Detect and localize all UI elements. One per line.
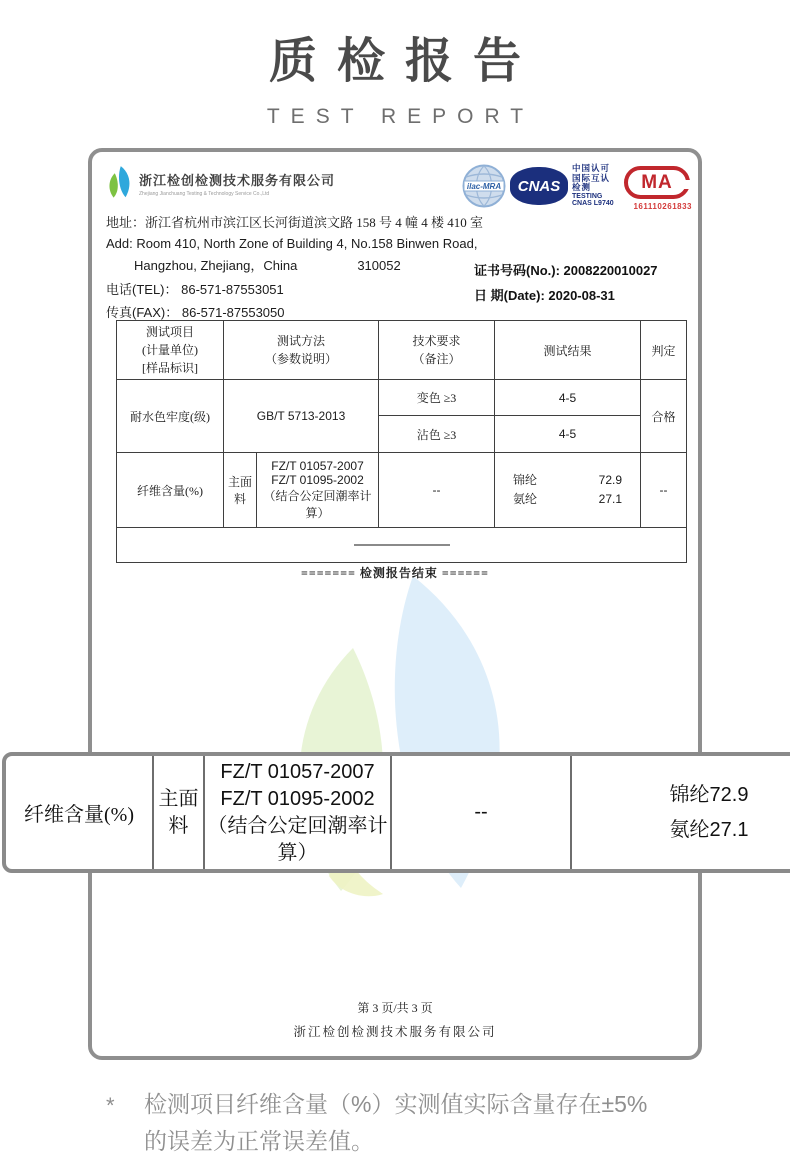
- page-title: 质检报告: [268, 35, 541, 88]
- company-logo-leaf-icon: [104, 164, 134, 200]
- cell-requirement-none: --: [379, 453, 495, 528]
- header-line: 技术要求: [412, 334, 461, 348]
- callout-fiber-name: 锦纶: [669, 783, 710, 806]
- cell-item-colorfastness: 耐水色牢度(级): [117, 380, 224, 453]
- accreditation-line: TESTING: [572, 192, 603, 200]
- cell-empty: [117, 528, 687, 563]
- table-header-row: [117, 321, 687, 380]
- table-row-empty: [117, 528, 687, 563]
- accreditation-text-block: [572, 164, 620, 208]
- callout-fiber-name: 氨纶: [669, 818, 710, 841]
- callout-method-line: （结合公定回潮率计: [207, 814, 388, 837]
- callout-sample-line: 主面: [158, 787, 199, 810]
- footnote-text: [144, 1086, 647, 1161]
- accreditation-badges: [462, 163, 692, 211]
- address-cn: 地址：浙江省杭州市滨江区长河街道滨文路 158 号 4 幢 4 楼 410 室: [106, 215, 484, 230]
- report-end-line: ======= 检测报告结束 ======: [301, 566, 489, 580]
- callout-fiber-value: 72.9: [709, 783, 749, 806]
- header-line: 测试项目: [145, 325, 194, 339]
- footnote-marker: *: [106, 1093, 115, 1118]
- fax-line: 传真(FAX)： 86-571-87553050: [106, 305, 285, 320]
- fiber-name: 氨纶: [513, 492, 538, 506]
- footnote-line2: 的误差为正常误差值。: [144, 1128, 374, 1155]
- accreditation-line: 国际互认: [572, 172, 611, 183]
- cell-result-color-change: 4-5: [495, 380, 641, 416]
- fiber-content-zoom-callout: [2, 752, 790, 873]
- callout-results: [572, 756, 790, 869]
- callout-sample-line: 料: [168, 814, 189, 837]
- address-en-line1: Add: Room 410, North Zone of Building 4, No.158 Binwen Road,: [106, 235, 478, 251]
- accreditation-line: 检测: [572, 182, 592, 193]
- telephone-line: 电话(TEL)： 86-571-87553051: [106, 281, 284, 297]
- ilac-mra-badge-icon: [462, 164, 506, 208]
- accreditation-line: 中国认可: [572, 163, 611, 173]
- address-en-city: Hangzhou, Zhejiang，China: [134, 258, 298, 273]
- sample-line: 主面: [227, 475, 252, 489]
- cma-certificate-number: 161110261833: [633, 202, 692, 211]
- callout-result-row: [592, 778, 775, 813]
- cell-requirement-staining: 沾色 ≥3: [379, 416, 495, 453]
- test-results-table: [116, 320, 687, 563]
- fiber-value: 72.9: [598, 472, 622, 487]
- company-name: 浙江检创检测技术服务有限公司: [139, 173, 336, 188]
- callout-item: 纤维含量(%): [6, 756, 154, 869]
- header-test-result: 测试结果: [495, 321, 641, 380]
- header-test-method: [224, 321, 379, 380]
- certificate-footer: [92, 999, 698, 1040]
- callout-method-line: 算）: [277, 841, 318, 864]
- cell-verdict-none: --: [641, 453, 687, 528]
- cell-sample-main-fabric: [224, 453, 257, 528]
- cell-result-staining: 4-5: [495, 416, 641, 453]
- callout-method-line: FZ/T 01057-2007: [220, 760, 375, 783]
- sample-line: 料: [233, 492, 246, 506]
- header-line: [样品标识]: [142, 361, 198, 375]
- header-verdict: 判定: [641, 321, 687, 380]
- postcode: 310052: [357, 258, 401, 273]
- cnas-label: CNAS: [517, 177, 561, 195]
- method-line: FZ/T 01095-2002: [271, 473, 364, 487]
- header-tech-requirement: [379, 321, 495, 380]
- cell-requirement-color-change: 变色 ≥3: [379, 380, 495, 416]
- certificate-header: [104, 163, 692, 211]
- cell-method-gbt: GB/T 5713-2013: [224, 380, 379, 453]
- company-logo-block: [104, 164, 335, 200]
- company-name-block: [139, 164, 335, 197]
- footnote-line1: 检测项目纤维含量（%）实测值实际含量存在±5%: [144, 1091, 648, 1117]
- callout-method-line: FZ/T 01095-2002: [220, 787, 375, 810]
- cell-item-fiber-content: 纤维含量(%): [117, 453, 224, 528]
- cell-method-fzt: [257, 453, 379, 528]
- fiber-result-row: [497, 471, 638, 490]
- method-line: 算）: [305, 506, 330, 520]
- fiber-result-row: [497, 490, 638, 509]
- table-row: [117, 453, 687, 528]
- method-line: FZ/T 01057-2007: [271, 459, 364, 473]
- header-line: 测试方法: [276, 334, 325, 348]
- callout-fiber-value: 27.1: [709, 818, 749, 841]
- cma-letters: MA: [641, 171, 673, 193]
- cell-fiber-results: [495, 453, 641, 528]
- header-line: （参数说明）: [264, 352, 337, 366]
- tolerance-footnote: [106, 1086, 726, 1161]
- page-subtitle: TEST REPORT: [266, 105, 535, 128]
- header-test-item: [117, 321, 224, 380]
- table-row: [117, 380, 687, 416]
- cma-notch: [684, 180, 691, 189]
- cell-verdict-pass: 合格: [641, 380, 687, 453]
- report-title-block: [0, 22, 790, 129]
- certificate-date: 日 期(Date): 2020-08-31: [474, 288, 615, 303]
- certificate-meta: [474, 260, 688, 310]
- footer-company-name: 浙江检创检测技术服务有限公司: [293, 1025, 497, 1039]
- company-name-en: Zhejiang Jianchuang Testing & Technology Service Co.,Ltd: [139, 191, 270, 197]
- page-number-info: 第 3 页/共 3 页: [357, 1001, 433, 1015]
- certificate-number: 证书号码(No.): 2008220010027: [474, 263, 658, 278]
- fiber-value: 27.1: [598, 492, 622, 506]
- header-line: （备注）: [412, 352, 461, 366]
- header-line: (计量单位): [142, 343, 198, 357]
- callout-result-row: [592, 813, 775, 848]
- svg-text:ilac-MRA: ilac-MRA: [466, 181, 502, 191]
- callout-method: [205, 756, 392, 869]
- certificate-sheet: [88, 148, 702, 1060]
- fiber-name: 锦纶: [513, 472, 538, 487]
- signature-line: [354, 544, 450, 546]
- callout-requirement: --: [392, 756, 572, 869]
- accreditation-line: CNAS L9740: [572, 200, 614, 208]
- cnas-badge-icon: [510, 167, 568, 205]
- method-line: （结合公定回潮率计: [263, 489, 372, 503]
- cma-badge-icon: [624, 166, 690, 199]
- callout-sample: [154, 756, 205, 869]
